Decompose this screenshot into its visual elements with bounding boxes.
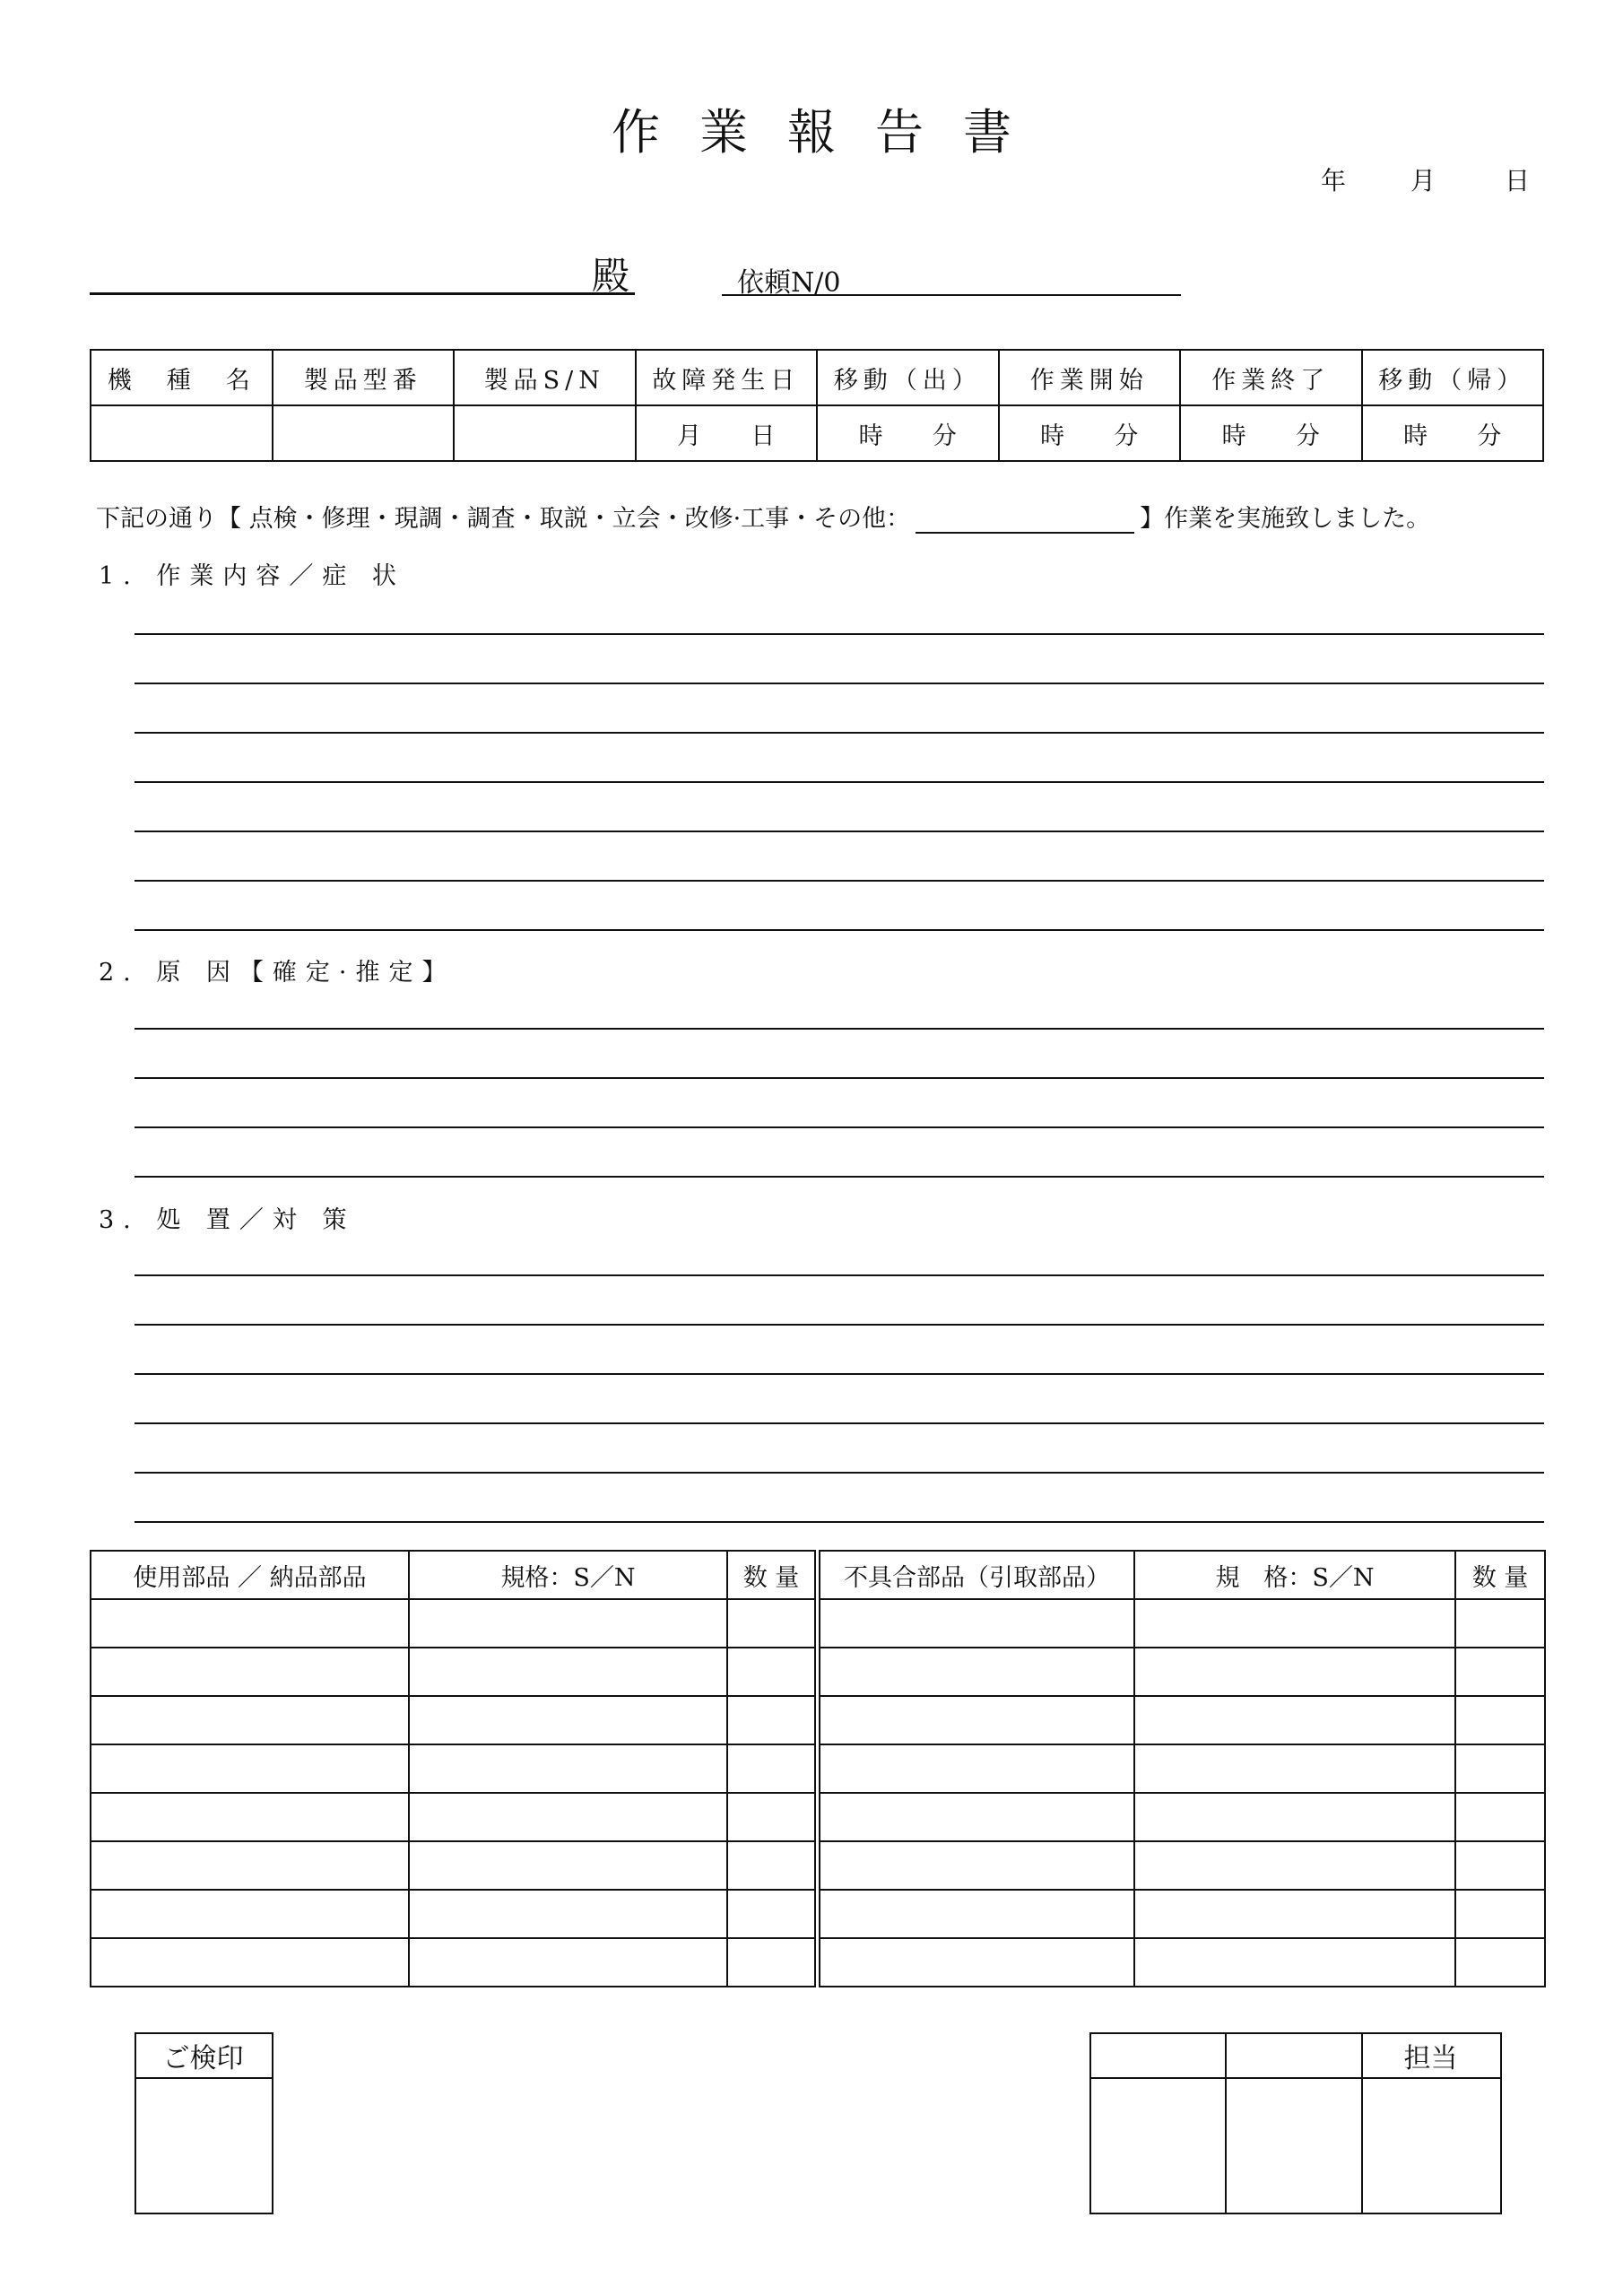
defective-qty-cell[interactable] — [1455, 1696, 1545, 1744]
writing-line[interactable] — [135, 1521, 1544, 1523]
unit-month: 月 — [677, 422, 702, 450]
header-work-end: 作業終了 — [1180, 350, 1362, 405]
used-spec-cell[interactable] — [409, 1648, 727, 1696]
writing-line[interactable] — [135, 1176, 1544, 1178]
writing-line[interactable] — [135, 633, 1544, 635]
work-start-cell[interactable] — [999, 405, 1181, 461]
section-cause-label: 2. 原 因【確定·推定】 — [99, 959, 456, 987]
table-row — [820, 1841, 1545, 1890]
product-model-cell[interactable] — [273, 405, 455, 461]
travel-return-cell[interactable] — [1362, 405, 1544, 461]
header-failure-date: 故障発生日 — [636, 350, 818, 405]
used-spec-cell[interactable] — [409, 1696, 727, 1744]
defective-qty-cell[interactable] — [1455, 1793, 1545, 1841]
defective-qty-cell[interactable] — [1455, 1599, 1545, 1648]
table-row — [91, 1938, 815, 1987]
unit-minute: 分 — [1477, 422, 1502, 450]
statement-prefix: 下記の通り【 点検・修理・現調・調査・取説・立会・改修·工事・その他： — [96, 505, 911, 533]
writing-line[interactable] — [135, 1472, 1544, 1474]
writing-line[interactable] — [135, 929, 1544, 931]
defective-qty-cell[interactable] — [1455, 1648, 1545, 1696]
used-spec-cell[interactable] — [409, 1938, 727, 1987]
work-statement — [96, 499, 1430, 534]
used-qty-cell[interactable] — [727, 1744, 815, 1793]
staff-stamp-cell[interactable] — [1363, 2079, 1498, 2211]
defective-part-cell[interactable] — [820, 1696, 1134, 1744]
unit-minute: 分 — [1295, 422, 1320, 450]
addressee-suffix: 殿 — [592, 254, 630, 298]
used-spec-cell[interactable] — [409, 1841, 727, 1890]
work-info-table — [90, 349, 1544, 462]
used-qty-cell[interactable] — [727, 1648, 815, 1696]
defective-spec-cell[interactable] — [1134, 1744, 1455, 1793]
header-defective-parts: 不具合部品（引取部品） — [820, 1551, 1134, 1599]
used-qty-cell[interactable] — [727, 1793, 815, 1841]
writing-line[interactable] — [135, 683, 1544, 684]
defective-spec-cell[interactable] — [1134, 1599, 1455, 1648]
used-spec-cell[interactable] — [409, 1744, 727, 1793]
document-title: 作業報告書 — [612, 104, 1051, 161]
header-model-name: 機 種 名 — [91, 350, 273, 405]
defective-part-cell[interactable] — [820, 1648, 1134, 1696]
parts-used-header-row — [91, 1551, 815, 1599]
used-part-cell[interactable] — [91, 1841, 409, 1890]
other-work-blank[interactable] — [916, 509, 1134, 534]
writing-line[interactable] — [135, 831, 1544, 832]
inspection-stamp-label: ご検印 — [162, 2043, 244, 2074]
unit-day: 日 — [751, 422, 776, 450]
header-used-spec: 規格：S／N — [409, 1551, 727, 1599]
unit-hour: 時 — [1403, 422, 1428, 450]
defective-spec-cell[interactable] — [1134, 1648, 1455, 1696]
table-row — [820, 1599, 1545, 1648]
used-part-cell[interactable] — [91, 1938, 409, 1987]
table-row — [91, 1696, 815, 1744]
date-year-label: 年 — [1321, 166, 1347, 196]
travel-out-cell[interactable] — [817, 405, 999, 461]
defective-part-cell[interactable] — [820, 1841, 1134, 1890]
defective-qty-cell[interactable] — [1455, 1938, 1545, 1987]
used-qty-cell[interactable] — [727, 1599, 815, 1648]
date-month-label: 月 — [1410, 166, 1436, 196]
writing-line[interactable] — [135, 1028, 1544, 1030]
header-travel-out: 移動（出） — [817, 350, 999, 405]
defective-part-cell[interactable] — [820, 1890, 1134, 1938]
addressee-line[interactable] — [90, 292, 635, 295]
used-part-cell[interactable] — [91, 1744, 409, 1793]
table-row — [91, 1890, 815, 1938]
header-used-parts: 使用部品 ／ 納品部品 — [91, 1551, 409, 1599]
table-row — [91, 1793, 815, 1841]
staff-label: 担当 — [1403, 2043, 1458, 2074]
table-row — [820, 1648, 1545, 1696]
parts-defective-header-row — [820, 1551, 1545, 1599]
used-qty-cell[interactable] — [727, 1890, 815, 1938]
table-row — [820, 1890, 1545, 1938]
table-row — [820, 1938, 1545, 1987]
defective-spec-cell[interactable] — [1134, 1938, 1455, 1987]
table-row — [91, 1841, 815, 1890]
writing-line[interactable] — [135, 1324, 1544, 1326]
writing-line[interactable] — [135, 1126, 1544, 1128]
defective-part-cell[interactable] — [820, 1744, 1134, 1793]
unit-hour: 時 — [858, 422, 883, 450]
table-row — [820, 1744, 1545, 1793]
table-row — [91, 1599, 815, 1648]
section-work-content-label: 1. 作業内容／症 状 — [99, 562, 405, 590]
used-part-cell[interactable] — [91, 1793, 409, 1841]
writing-line[interactable] — [135, 1422, 1544, 1424]
info-value-row — [91, 405, 1543, 461]
defective-spec-cell[interactable] — [1134, 1793, 1455, 1841]
used-spec-cell[interactable] — [409, 1890, 727, 1938]
used-qty-cell[interactable] — [727, 1938, 815, 1987]
writing-line[interactable] — [135, 1373, 1544, 1375]
header-travel-return: 移動（帰） — [1362, 350, 1544, 405]
unit-minute: 分 — [1114, 422, 1139, 450]
request-number-label: 依頼N/0 — [737, 267, 841, 299]
used-part-cell[interactable] — [91, 1696, 409, 1744]
defective-part-cell[interactable] — [820, 1599, 1134, 1648]
stamp-box-divider — [135, 2077, 272, 2079]
defective-qty-cell[interactable] — [1455, 1890, 1545, 1938]
defective-part-cell[interactable] — [820, 1793, 1134, 1841]
writing-line[interactable] — [135, 1077, 1544, 1079]
header-work-start: 作業開始 — [999, 350, 1181, 405]
section-treatment-label: 3. 処 置／対 策 — [99, 1206, 356, 1234]
info-header-row — [91, 350, 1543, 405]
failure-date-cell[interactable] — [636, 405, 818, 461]
model-name-cell[interactable] — [91, 405, 273, 461]
used-spec-cell[interactable] — [409, 1599, 727, 1648]
header-product-serial: 製品S/N — [454, 350, 636, 405]
writing-line[interactable] — [135, 781, 1544, 783]
used-part-cell[interactable] — [91, 1599, 409, 1648]
defective-spec-cell[interactable] — [1134, 1696, 1455, 1744]
unit-minute: 分 — [932, 422, 957, 450]
defective-spec-cell[interactable] — [1134, 1841, 1455, 1890]
statement-suffix: 】作業を実施致しました。 — [1140, 505, 1431, 533]
defective-spec-cell[interactable] — [1134, 1890, 1455, 1938]
defective-qty-cell[interactable] — [1455, 1744, 1545, 1793]
header-product-model: 製品型番 — [273, 350, 455, 405]
defective-part-cell[interactable] — [820, 1938, 1134, 1987]
used-spec-cell[interactable] — [409, 1793, 727, 1841]
used-part-cell[interactable] — [91, 1648, 409, 1696]
approval-stamp-cell[interactable] — [1227, 2079, 1360, 2211]
request-number-line[interactable] — [722, 294, 1181, 296]
date-day-label: 日 — [1505, 166, 1531, 196]
parts-defective-table — [819, 1550, 1546, 1987]
table-row — [820, 1696, 1545, 1744]
defective-qty-cell[interactable] — [1455, 1841, 1545, 1890]
used-qty-cell[interactable] — [727, 1696, 815, 1744]
unit-hour: 時 — [1040, 422, 1065, 450]
work-end-cell[interactable] — [1180, 405, 1362, 461]
unit-hour: 時 — [1221, 422, 1246, 450]
table-row — [820, 1793, 1545, 1841]
used-qty-cell[interactable] — [727, 1841, 815, 1890]
header-defective-qty: 数 量 — [1455, 1551, 1545, 1599]
product-serial-cell[interactable] — [454, 405, 636, 461]
approval-stamp-cell[interactable] — [1091, 2079, 1224, 2211]
writing-line[interactable] — [135, 1274, 1544, 1276]
header-defective-spec: 規 格：S／N — [1134, 1551, 1455, 1599]
writing-line[interactable] — [135, 880, 1544, 882]
used-part-cell[interactable] — [91, 1890, 409, 1938]
parts-used-table — [90, 1550, 816, 1987]
writing-line[interactable] — [135, 732, 1544, 734]
table-row — [91, 1744, 815, 1793]
header-used-qty: 数 量 — [727, 1551, 815, 1599]
table-row — [91, 1648, 815, 1696]
